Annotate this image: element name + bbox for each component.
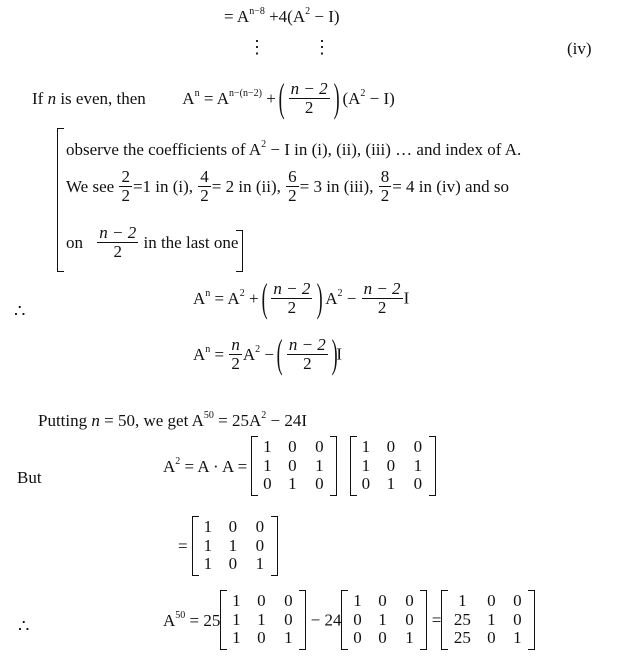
- variable-n: n: [91, 411, 100, 430]
- matrix-cell: 0: [284, 609, 293, 629]
- matrix-cell: 1: [232, 609, 241, 629]
- matrix-cell: 1: [361, 437, 371, 456]
- text: = 25A: [213, 411, 262, 430]
- fraction: $\frac{8}{2}$: [380, 167, 390, 205]
- matrix-cell: 0: [255, 517, 265, 536]
- exponent: n−8: [249, 6, 265, 17]
- exponent: 2: [255, 343, 261, 355]
- minus-sign: −: [346, 288, 357, 308]
- matrix-cell: 1: [232, 628, 241, 648]
- matrix-cell: 0: [405, 609, 414, 629]
- matrix-cell: 0: [228, 517, 238, 536]
- text: = 25: [189, 610, 221, 630]
- matrix: [220, 590, 306, 650]
- matrix-cell: 25: [453, 609, 471, 629]
- equals-sign: =: [214, 344, 225, 364]
- matrix-cell: 1: [257, 609, 266, 629]
- matrix-cell: 0: [378, 628, 387, 648]
- text: = 3 in (iii),: [299, 176, 374, 196]
- exponent: 2: [360, 87, 366, 99]
- a-squared-line: [163, 436, 436, 496]
- equals-sign: =: [224, 7, 234, 26]
- matrix-cell: 1: [386, 474, 396, 494]
- term: +4(A: [269, 7, 306, 26]
- matrix-a: A: [193, 344, 206, 364]
- matrix-a: A: [163, 610, 176, 630]
- exponent: n: [205, 343, 211, 355]
- equals-sign: =: [203, 88, 214, 108]
- even-case-line: [32, 75, 395, 120]
- paren: ): [316, 275, 323, 320]
- matrix-cell: 0: [386, 437, 396, 456]
- matrix-cell: 0: [257, 628, 266, 648]
- matrix-cell: 0: [353, 628, 362, 648]
- matrix-cell: 1: [361, 455, 371, 475]
- matrix-cell: 0: [257, 591, 266, 610]
- final-line: [163, 590, 535, 650]
- equation-line-1: [224, 8, 340, 25]
- text: If: [32, 88, 48, 108]
- identity-i: I: [336, 344, 343, 364]
- fraction: $\frac{6}{2}$: [288, 167, 297, 205]
- text: observe the coefficients of A: [66, 140, 262, 159]
- matrix-cell: 1: [284, 628, 293, 648]
- matrix-cell: 25: [453, 628, 471, 648]
- exponent: 2: [175, 455, 181, 467]
- text: We see: [66, 176, 115, 196]
- putting-line: [38, 412, 307, 429]
- matrix-a: A: [193, 288, 206, 308]
- matrix-cell: 1: [263, 437, 272, 456]
- matrix-cell: 0: [513, 609, 522, 629]
- text: = 2 in (ii),: [211, 176, 281, 196]
- matrix-cell: 1: [203, 535, 213, 555]
- plus-sign: +: [266, 88, 276, 108]
- matrix-cell: 1: [203, 554, 213, 574]
- result-line: [178, 516, 278, 576]
- text: = A · A =: [184, 456, 248, 476]
- matrix-cell: 1: [378, 609, 387, 629]
- minus-sign: −: [264, 344, 274, 364]
- equation-tag-iv: (iv): [567, 39, 592, 58]
- exponent: 2: [261, 139, 267, 150]
- matrix-cell: 1: [315, 455, 324, 475]
- matrix-cell: 0: [288, 455, 297, 475]
- fraction: $\frac{4}{2}$: [200, 167, 209, 205]
- matrix: [350, 436, 436, 496]
- matrix-a: A: [182, 88, 195, 108]
- exponent: n−(n−2): [229, 87, 262, 99]
- formula-line-2: [193, 331, 343, 376]
- exponent: 2: [239, 287, 245, 299]
- observe-line-3: [66, 224, 238, 261]
- matrix: [341, 590, 427, 650]
- fraction: $\frac{n - 2}{2}$: [273, 278, 311, 317]
- vertical-dots-1: ⋮: [248, 37, 266, 57]
- matrix-cell: 0: [284, 591, 293, 610]
- matrix-cell: 0: [413, 437, 423, 456]
- matrix-cell: 0: [361, 474, 371, 494]
- matrix-a: A: [236, 7, 250, 26]
- matrix-cell: 0: [413, 474, 423, 494]
- term: − I): [314, 7, 340, 26]
- matrix-cell: 1: [513, 628, 522, 648]
- exponent: 2: [305, 6, 311, 17]
- observe-line-1: [66, 141, 521, 158]
- matrix-cell: 0: [378, 591, 387, 610]
- observe-right-bracket: [236, 230, 243, 272]
- variable-n: n: [47, 88, 57, 108]
- vertical-dots-2: ⋮: [313, 37, 331, 57]
- formula-line-1: [193, 275, 410, 320]
- matrix-cell: 0: [386, 455, 396, 475]
- exponent: n: [205, 287, 211, 299]
- matrix-a: A: [163, 456, 176, 476]
- but-label: But: [17, 468, 42, 487]
- text: on: [66, 232, 83, 252]
- text: − I in (i), (ii), (iii) … and index of A.: [266, 140, 522, 159]
- matrix-cell: 1: [288, 474, 297, 494]
- text: =1 in (i),: [132, 176, 194, 196]
- matrix-cell: 1: [255, 554, 265, 574]
- matrix-cell: 1: [458, 591, 467, 610]
- matrix-cell: 0: [353, 609, 362, 629]
- term: − I): [365, 88, 395, 108]
- matrix-cell: 0: [487, 591, 496, 610]
- observe-left-bracket: [57, 128, 64, 272]
- matrix-cell: 1: [203, 517, 213, 536]
- text: = 4 in (iv) and so: [392, 176, 509, 196]
- equals-sign: =: [431, 610, 442, 630]
- fraction: $\frac{n}{2}$: [231, 334, 240, 373]
- matrix-cell: 0: [288, 437, 297, 456]
- exponent: 2: [261, 410, 267, 421]
- matrix-cell: 0: [513, 591, 522, 610]
- paren: (: [278, 75, 285, 120]
- matrix: [251, 436, 337, 496]
- matrix-cell: 1: [353, 591, 362, 610]
- paren: (: [276, 331, 283, 376]
- matrix-cell: 1: [487, 609, 496, 629]
- therefore-symbol-1: ∴: [14, 301, 26, 321]
- matrix: [192, 516, 278, 576]
- matrix-cell: 1: [228, 535, 238, 555]
- matrix: [441, 590, 535, 650]
- matrix-a: A: [242, 344, 256, 364]
- text: = A: [214, 288, 240, 308]
- matrix-cell: 0: [315, 474, 324, 494]
- matrix-cell: 0: [487, 628, 496, 648]
- identity-i: I: [403, 288, 410, 308]
- matrix-a: A: [216, 88, 229, 108]
- paren: ): [333, 75, 340, 120]
- text: − 24I: [266, 411, 308, 430]
- matrix-cell: 1: [232, 591, 241, 610]
- text: Putting: [38, 411, 92, 430]
- therefore-symbol-2: ∴: [18, 616, 30, 636]
- fraction: $\frac{2}{2}$: [121, 167, 130, 205]
- term: (A: [342, 88, 361, 108]
- matrix-cell: 1: [263, 455, 272, 475]
- matrix-cell: 0: [228, 554, 238, 574]
- text: is even, then: [56, 88, 146, 108]
- matrix-cell: 0: [263, 474, 272, 494]
- minus-term: − 24: [310, 610, 342, 630]
- matrix-a: A: [325, 288, 338, 308]
- text: = 50, we get A: [99, 411, 204, 430]
- paren: (: [261, 275, 268, 320]
- observe-line-2: [66, 168, 509, 205]
- matrix-cell: 0: [255, 535, 265, 555]
- exponent: 2: [337, 287, 343, 299]
- exponent: 50: [175, 609, 186, 621]
- exponent: n: [194, 87, 200, 99]
- exponent: 50: [203, 410, 214, 421]
- plus-sign: +: [248, 288, 259, 308]
- fraction: $\frac{n - 2}{2}$: [290, 78, 328, 117]
- matrix-cell: 0: [405, 591, 414, 610]
- matrix-cell: 1: [405, 628, 414, 648]
- fraction: $\frac{n - 2}{2}$: [99, 223, 137, 261]
- paren: ): [331, 331, 338, 376]
- fraction: $\frac{n - 2}{2}$: [363, 278, 401, 317]
- matrix-cell: 1: [413, 455, 423, 475]
- matrix-cell: 0: [315, 437, 324, 456]
- equals-sign: =: [178, 536, 188, 556]
- fraction: $\frac{n - 2}{2}$: [288, 334, 326, 373]
- text: in the last one: [143, 232, 239, 252]
